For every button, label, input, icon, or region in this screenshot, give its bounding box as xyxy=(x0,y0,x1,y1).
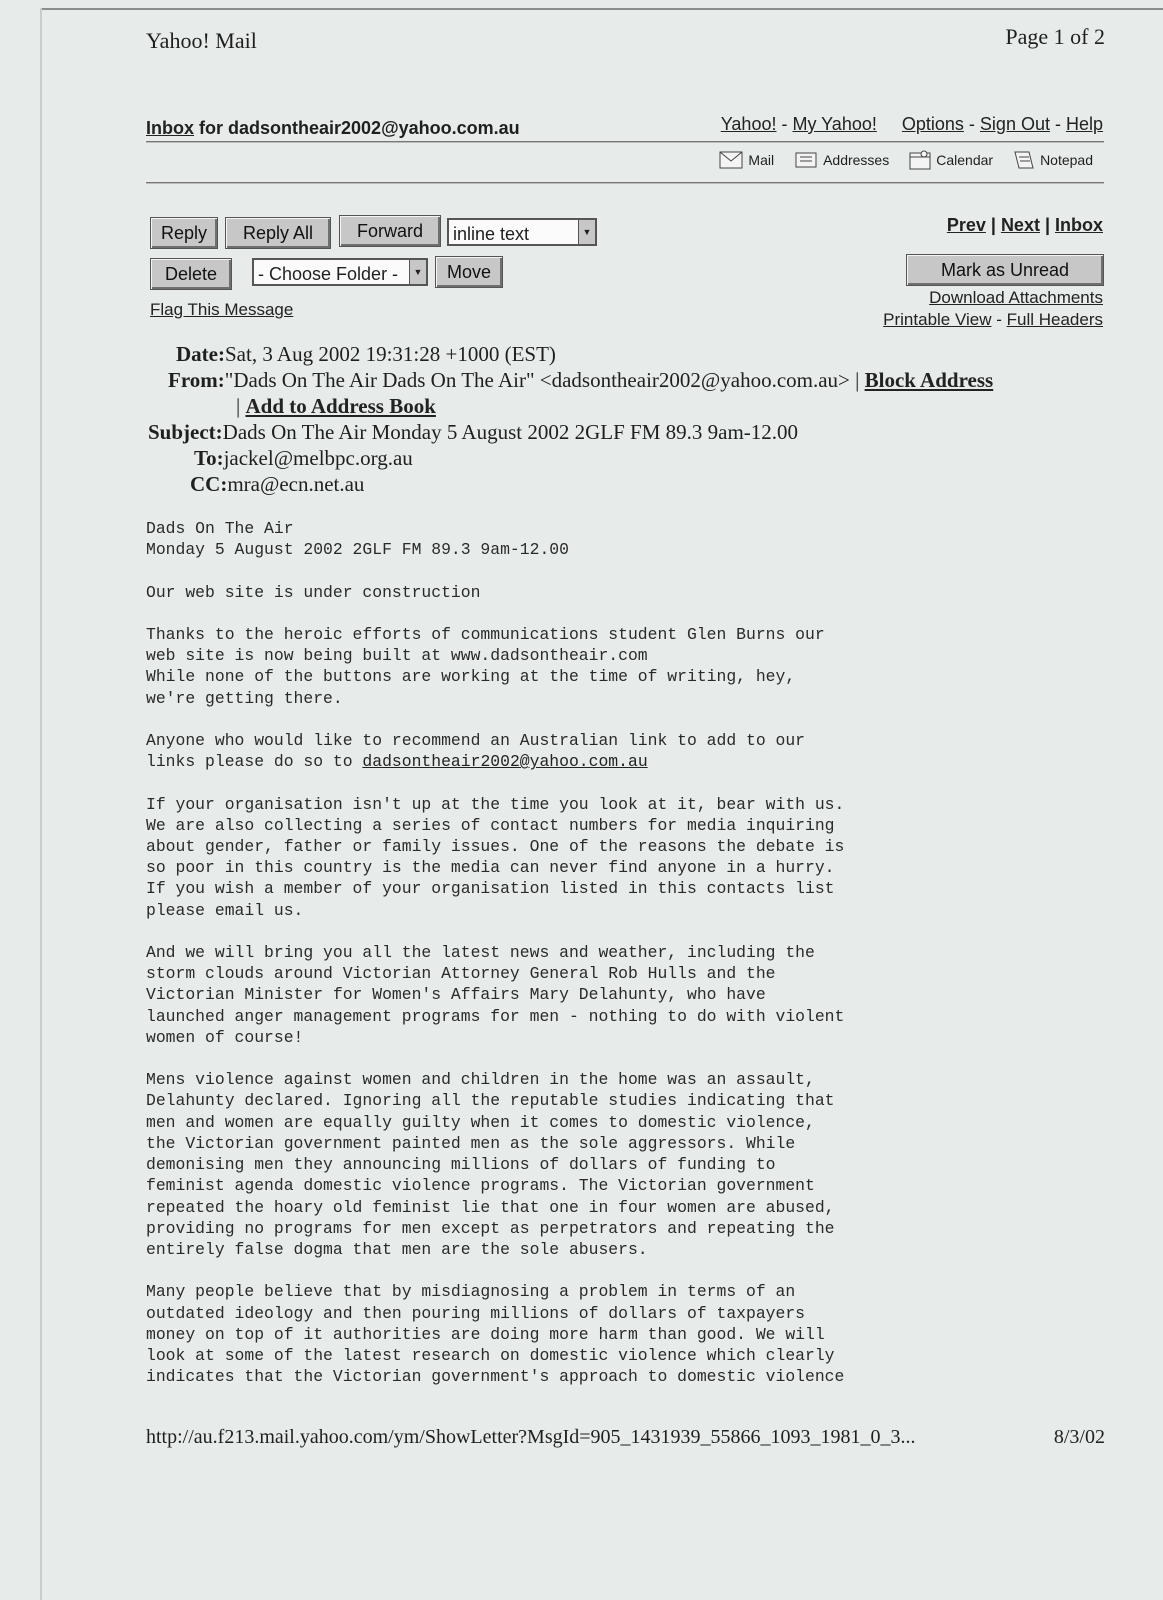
body-email-link[interactable]: dadsontheair2002@yahoo.com.au xyxy=(362,752,648,772)
nav-mail-label: Mail xyxy=(748,152,775,168)
nav-notepad[interactable] xyxy=(1013,150,1093,170)
notepad-icon xyxy=(1013,150,1035,170)
top-links: Yahoo! - My Yahoo! Options - Sign Out - Help xyxy=(720,114,1103,134)
body-part-2: If your organisation isn't up at the time you look at it, bear with us. We are also collecting a series of contact numbers for media inquiring about gender, father or family issues. One of the reasons the debate is so poor in this country is the media can never find anyone in a hurry. If you wish a member of your organisation listed in this contacts list please email us. And we will bring you all the latest news and weather, including the storm clouds around Victorian Attorney General Rob Hulls and the Victorian Minister for Women's Affairs Mary Delahunty, who have launched anger management programs for men - nothing to do with violent women of course! Mens violence against women and children in the home was an assault, Delahunty declared. Ignoring all the reputable studies indicating that men and women are equally guilty when it comes to domestic violence, the Victorian government painted men as the sole aggressors. While demonising men they announcing millions of dollars of funding to feminist agenda domestic violence programs. The Victorian government repeated the hoary old feminist lie that one in four women are abused, providing no programs for men except as perpetrators and repeating the entirely false dogma that men are the sole abusers. Many people believe that by misdiagnosing a problem in terms of an outdated ideology and then pouring millions of dollars of taxpayers money on top of it authorities are doing more harm than good. We will look at some of the latest research on domestic violence which clearly indicates that the Victorian government's approach to domestic violence xyxy=(146,794,845,1387)
cc-header xyxy=(190,472,364,497)
print-footer-date: 8/3/02 xyxy=(1053,1426,1105,1448)
print-header-title: Yahoo! Mail xyxy=(146,28,257,53)
folder-select[interactable] xyxy=(252,258,428,286)
reply-all-button[interactable]: Reply All xyxy=(225,217,331,249)
forward-mode-value: inline text xyxy=(453,224,530,244)
date-label: Date: xyxy=(176,342,225,366)
cc-value: mra@ecn.net.au xyxy=(227,472,365,496)
address-book-icon xyxy=(794,151,818,169)
date-header xyxy=(176,342,556,367)
download-attachments-link[interactable]: Download Attachments xyxy=(929,288,1103,307)
message-pager: Prev | Next | Inbox xyxy=(946,215,1103,235)
body-part-1: Dads On The Air Monday 5 August 2002 2GLF FM 89.3 9am-12.00 Our web site is under construction Thanks to the heroic efforts of communications student Glen Burns our web site is now being built at www.dadsontheair.com While none of the buttons are working at the time of writing, hey, we're getting there. Anyone who would like to recommend an Australian link to add to our links please do so to xyxy=(146,519,825,772)
header-divider xyxy=(146,141,1104,143)
date-value: Sat, 3 Aug 2002 19:31:28 +1000 (EST) xyxy=(224,342,556,366)
paper-edge-left xyxy=(40,8,42,1600)
nav-addresses[interactable] xyxy=(794,151,889,169)
next-link[interactable]: Next xyxy=(1000,215,1040,235)
inbox-account-line xyxy=(146,118,520,139)
chevron-down-icon: ▼ xyxy=(578,220,595,244)
chevron-down-icon: ▼ xyxy=(409,260,426,284)
forward-button[interactable]: Forward xyxy=(339,215,441,247)
sign-out-link[interactable]: Sign Out xyxy=(979,114,1050,134)
to-label: To: xyxy=(194,446,224,470)
nav-bar xyxy=(719,150,1093,170)
subject-value: Dads On The Air Monday 5 August 2002 2GLF FM 89.3 9am-12.00 xyxy=(222,420,799,444)
message-body xyxy=(146,518,1026,1387)
block-address-link[interactable]: Block Address xyxy=(864,368,994,392)
nav-divider xyxy=(146,182,1104,184)
flag-message-link[interactable]: Flag This Message xyxy=(150,300,294,319)
from-label: From: xyxy=(168,368,225,392)
print-footer-url: http://au.f213.mail.yahoo.com/ym/ShowLetter?MsgId=905_1431939_55866_1093_1981_0_3... xyxy=(146,1426,916,1448)
account-email: for dadsontheair2002@yahoo.com.au xyxy=(199,118,520,138)
nav-calendar-label: Calendar xyxy=(936,152,994,168)
print-header-page: Page 1 of 2 xyxy=(1005,24,1105,49)
options-link[interactable]: Options xyxy=(901,114,964,134)
nav-addresses-label: Addresses xyxy=(823,152,890,168)
inbox-return-link[interactable]: Inbox xyxy=(1055,215,1103,235)
my-yahoo-link[interactable]: My Yahoo! xyxy=(792,114,877,134)
cc-label: CC: xyxy=(190,472,228,496)
subject-header xyxy=(148,420,798,445)
folder-select-value: - Choose Folder - xyxy=(258,264,399,284)
calendar-icon xyxy=(909,150,931,170)
move-button[interactable]: Move xyxy=(435,256,503,288)
subject-label: Subject: xyxy=(148,420,223,444)
inbox-link[interactable]: Inbox xyxy=(146,118,194,138)
nav-notepad-label: Notepad xyxy=(1040,152,1093,168)
nav-mail[interactable] xyxy=(719,151,774,169)
help-link[interactable]: Help xyxy=(1065,114,1103,134)
envelope-icon xyxy=(719,151,743,169)
from-header: From:"Dads On The Air Dads On The Air" <dadsontheair2002@yahoo.com.au> | Block Address xyxy=(168,368,994,392)
prev-link[interactable]: Prev xyxy=(946,215,986,235)
forward-mode-select[interactable] xyxy=(447,218,597,246)
from-value: "Dads On The Air Dads On The Air" <dadsontheair2002@yahoo.com.au> xyxy=(224,368,850,392)
yahoo-link[interactable]: Yahoo! xyxy=(720,114,777,134)
nav-calendar[interactable] xyxy=(909,150,993,170)
to-value: jackel@melbpc.org.au xyxy=(223,446,413,470)
view-links: Printable View - Full Headers xyxy=(883,310,1103,329)
add-address-row: | Add to Address Book xyxy=(236,394,436,418)
delete-button[interactable]: Delete xyxy=(150,258,232,290)
to-header xyxy=(194,446,413,471)
full-headers-link[interactable]: Full Headers xyxy=(1006,310,1103,329)
add-to-address-book-link[interactable]: Add to Address Book xyxy=(245,394,436,418)
printable-view-link[interactable]: Printable View xyxy=(883,310,992,329)
mark-unread-button[interactable]: Mark as Unread xyxy=(906,254,1104,286)
paper-edge-top xyxy=(40,8,1163,10)
reply-button[interactable]: Reply xyxy=(150,217,218,249)
